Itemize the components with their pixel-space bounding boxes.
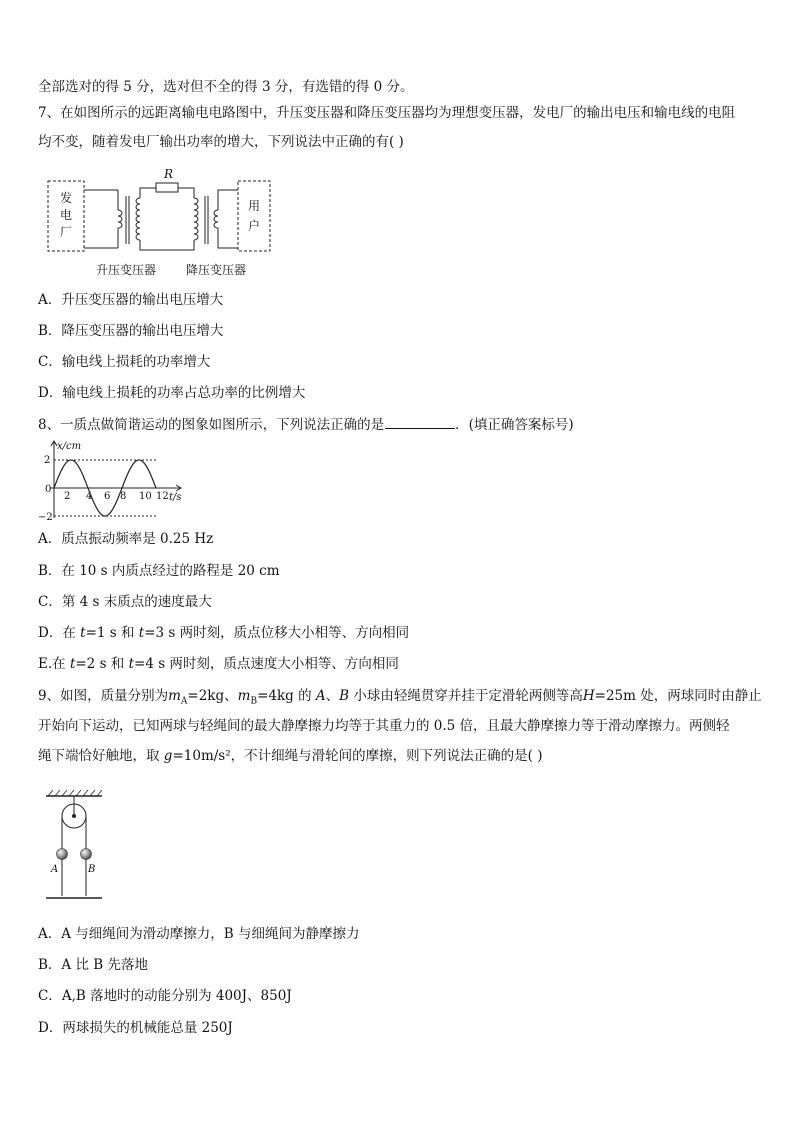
q8-e-var2: t — [128, 656, 135, 672]
q8-option-a: A．质点振动频率是 0.25 Hz — [38, 531, 214, 547]
q9-l1-H: H — [582, 688, 595, 704]
q7-option-c: C．输电线上损耗的功率增大 — [38, 354, 211, 370]
x-tick-4: 4 — [86, 491, 93, 502]
q9-l1-a: 9、如图，质量分别为 — [38, 688, 169, 704]
step-down-primary-coil — [194, 198, 198, 240]
q9-l3-a: 绳下端恰好触地，取 — [38, 748, 164, 764]
q9-option-b: B．A 比 B 先落地 — [38, 957, 148, 973]
q8-answer-blank — [385, 414, 455, 429]
x-axis-label: t/s — [169, 492, 182, 503]
q9-l1-b: =2kg、 — [187, 688, 238, 704]
plant-label-1: 发 — [60, 191, 73, 205]
plant-label-2: 电 — [60, 208, 73, 222]
step-down-secondary-coil — [214, 210, 218, 228]
q8-option-b: B．在 10 s 内质点经过的路程是 20 cm — [38, 563, 280, 579]
q8-e-text1: E.在 — [38, 656, 70, 672]
step-up-primary-coil — [118, 210, 122, 228]
q9-option-d: D．两球损失的机械能总量 250J — [38, 1020, 233, 1036]
user-label-2: 户 — [248, 219, 261, 233]
q8-d-text1: D．在 — [38, 625, 81, 641]
q8-stem — [38, 414, 574, 435]
q9-l1-mB: m — [237, 688, 251, 704]
resistor-label: R — [164, 167, 174, 181]
q7-option-a: A．升压变压器的输出电压增大 — [38, 292, 224, 308]
q9-l1-B: B — [339, 688, 350, 704]
user-label-1: 用 — [248, 199, 261, 213]
q9-l1-subA: A — [180, 696, 188, 707]
transmission-circuit-diagram — [40, 166, 280, 280]
q8-d-text3: =3 s 两时刻，质点位移大小相等、方向相同 — [144, 625, 410, 641]
q8-e-text3: =4 s 两时刻，质点速度大小相等、方向相同 — [134, 656, 399, 672]
y-axis-label: x/cm — [57, 441, 82, 452]
q8-d-text2: =1 s 和 — [85, 625, 139, 641]
q7-stem-line2: 均不变，随着发电厂输出功率的增大，下列说法中正确的有( ) — [38, 134, 404, 150]
q8-option-d — [38, 623, 409, 643]
x-tick-6: 6 — [104, 491, 111, 502]
q9-l3-b: =10m/s²，不计细绳与滑轮间的摩擦，则下列说法正确的是( ) — [172, 748, 543, 764]
step-up-label: 升压变压器 — [96, 263, 157, 277]
shm-graph — [36, 438, 196, 524]
step-up-secondary-coil — [136, 198, 140, 240]
x-tick-2: 2 — [64, 491, 71, 502]
q9-option-a: A．A 与细绳间为滑动摩擦力，B 与细绳间为静摩擦力 — [38, 926, 360, 942]
q9-l1-d: 、 — [325, 688, 340, 704]
x-tick-12: 12 — [156, 491, 169, 502]
q9-stem-line2: 开始向下运动，已知两球与轻绳间的最大静摩擦力均等于其重力的 0.5 倍，且最大静摩擦力等于滑动摩擦力。两侧轻 — [38, 718, 730, 734]
line-resistor — [156, 183, 178, 192]
q8-stem-part2: ．(填正确答案标号) — [455, 417, 574, 433]
q9-stem-line3 — [38, 746, 542, 766]
q8-e-text2: =2 s 和 — [75, 656, 129, 672]
q9-l1-A: A — [315, 688, 326, 704]
q9-option-c: C．A,B 落地时的动能分别为 400J、850J — [38, 988, 292, 1004]
q9-l1-e: 小球由轻绳贯穿并挂于定滑轮两侧等高 — [349, 688, 583, 704]
q9-stem-line1 — [38, 686, 762, 712]
q7-option-d: D．输电线上损耗的功率占总功率的比例增大 — [38, 385, 306, 401]
q8-option-e — [38, 654, 399, 674]
user-box — [238, 181, 270, 251]
ball-b-label: B — [88, 864, 96, 875]
q7-stem-line1: 7、在如图所示的远距离输电电路图中，升压变压器和降压变压器均为理想变压器，发电厂的输出电压和输电线的电阻 — [38, 105, 736, 121]
q9-l1-subB: B — [250, 696, 258, 707]
ceiling-hatching — [48, 790, 102, 796]
q9-l1-f: =25m 处，两球同时由静止 — [594, 688, 762, 704]
x-tick-8: 8 — [120, 491, 127, 502]
q8-option-c: C．第 4 s 末质点的速度最大 — [38, 594, 212, 610]
q7-option-b: B．降压变压器的输出电压增大 — [38, 323, 224, 339]
q8-e-var1: t — [69, 656, 76, 672]
y-tick-2: 2 — [44, 455, 51, 466]
q8-d-var1: t — [80, 625, 86, 641]
x-tick-10: 10 — [139, 491, 152, 502]
ball-b — [81, 849, 92, 860]
y-tick-0: 0 — [45, 484, 52, 495]
plant-label-3: 厂 — [60, 225, 73, 239]
q8-stem-part1: 8、一质点做简谐运动的图象如图所示，下列说法正确的是 — [38, 417, 385, 433]
pulley-diagram — [42, 788, 106, 904]
q9-l1-c: =4kg 的 — [257, 688, 312, 704]
ball-a — [57, 849, 68, 860]
q9-l3-g: g — [163, 748, 173, 764]
q9-l1-mA: m — [168, 688, 181, 704]
y-tick-neg2: −2 — [38, 512, 53, 523]
ball-a-label: A — [51, 864, 59, 875]
q8-d-var2: t — [138, 625, 145, 641]
step-down-label: 降压变压器 — [186, 263, 247, 277]
intro-line: 全部选对的得 5 分，选对但不全的得 3 分，有选错的得 0 分。 — [38, 79, 414, 95]
